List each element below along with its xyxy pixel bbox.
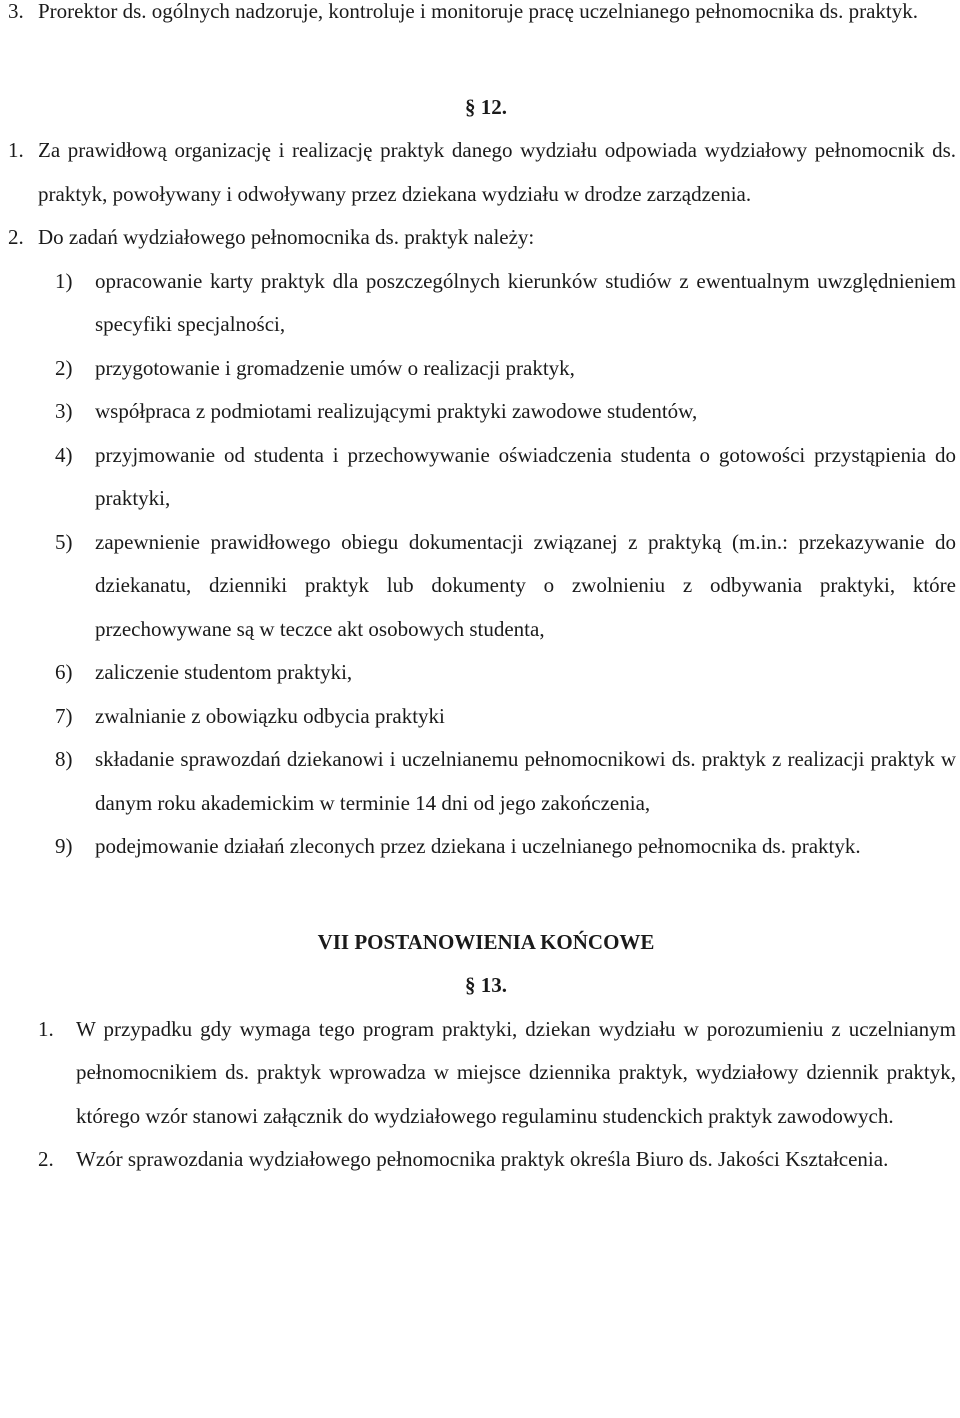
item-text: W przypadku gdy wymaga tego program praktyki, dziekan wydziału w porozumieniu z uczelnianym pełnomocnikiem ds. praktyk wprowadza w miejsce dziennika praktyk, wydziałowy dziennik praktyk, którego wzór stanowi załącznik do wydziałowego regulaminu studenckich praktyk zawodowych.	[76, 1016, 956, 1128]
list-item	[0, 738, 960, 825]
list-number: 3)	[55, 399, 73, 423]
list-item	[0, 347, 960, 391]
spacer	[0, 34, 960, 86]
list-item	[0, 651, 960, 695]
list-text: przygotowanie i gromadzenie umów o realizacji praktyk,	[95, 355, 575, 380]
chapter-heading: VII POSTANOWIENIA KOŃCOWE	[317, 929, 655, 954]
list-number: 7)	[55, 703, 73, 728]
spacer	[0, 869, 960, 921]
item-text: Do zadań wydziałowego pełnomocnika ds. praktyk należy:	[38, 225, 535, 249]
item-number: 2.	[8, 225, 24, 249]
paragraph-item	[0, 1008, 960, 1139]
item-number: 2.	[38, 1147, 54, 1171]
paragraph-item	[0, 1138, 960, 1182]
list-number: 5)	[55, 529, 73, 554]
list-item	[0, 825, 960, 869]
list-number: 4)	[55, 442, 73, 467]
section-heading: § 13.	[465, 973, 507, 997]
list-text: zwalnianie z obowiązku odbycia praktyki	[95, 703, 445, 728]
list-item	[0, 390, 960, 434]
section-heading: § 12.	[465, 94, 507, 119]
item-text: Za prawidłową organizację i realizację praktyk danego wydziału odpowiada wydziałowy pełnomocnik ds. praktyk, powoływany i odwoływany przez dziekana wydziału w drodze zarządzenia.	[38, 138, 956, 206]
list-number: 8)	[55, 747, 73, 771]
list-number: 9)	[55, 834, 73, 858]
list-text: opracowanie karty praktyk dla poszczególnych kierunków studiów z ewentualnym uwzględnieniem specyfiki specjalności,	[95, 268, 956, 336]
paragraph-item	[0, 129, 960, 216]
item-number: 1.	[38, 1016, 54, 1041]
list-item	[0, 260, 960, 347]
list-text: przyjmowanie od studenta i przechowywanie oświadczenia studenta o gotowości przystąpienia do praktyki,	[95, 442, 956, 510]
list-text: współpraca z podmiotami realizującymi praktyki zawodowe studentów,	[95, 399, 698, 423]
item-number: 1.	[8, 138, 24, 162]
list-number: 1)	[55, 268, 73, 293]
list-item	[0, 695, 960, 739]
list-text: składanie sprawozdań dziekanowi i uczelnianemu pełnomocnikowi ds. praktyk z realizacji praktyk w danym roku akademickim w terminie 14 dni od jego zakończenia,	[95, 747, 956, 815]
list-number: 2)	[55, 355, 73, 380]
list-number: 6)	[55, 660, 73, 684]
paragraph-item	[0, 0, 960, 34]
list-text: podejmowanie działań zleconych przez dziekana i uczelnianego pełnomocnika ds. praktyk.	[95, 834, 861, 858]
list-item	[0, 521, 960, 652]
list-text: zaliczenie studentom praktyki,	[95, 660, 353, 684]
list-text: zapewnienie prawidłowego obiegu dokumentacji związanej z praktyką (m.in.: przekazywanie do dziekanatu, dzienniki praktyk lub dokumenty o zwolnieniu z odbywania praktyki, które przechowywane są w teczce akt osobowych studenta,	[95, 529, 956, 641]
item-text: Prorektor ds. ogólnych nadzoruje, kontroluje i monitoruje pracę uczelnianego pełnomocnika ds. praktyk.	[38, 0, 919, 23]
paragraph-item	[0, 216, 960, 260]
item-number: 3.	[8, 0, 24, 23]
item-text: Wzór sprawozdania wydziałowego pełnomocnika praktyk określa Biuro ds. Jakości Kształcenia.	[76, 1147, 889, 1171]
list-item	[0, 434, 960, 521]
